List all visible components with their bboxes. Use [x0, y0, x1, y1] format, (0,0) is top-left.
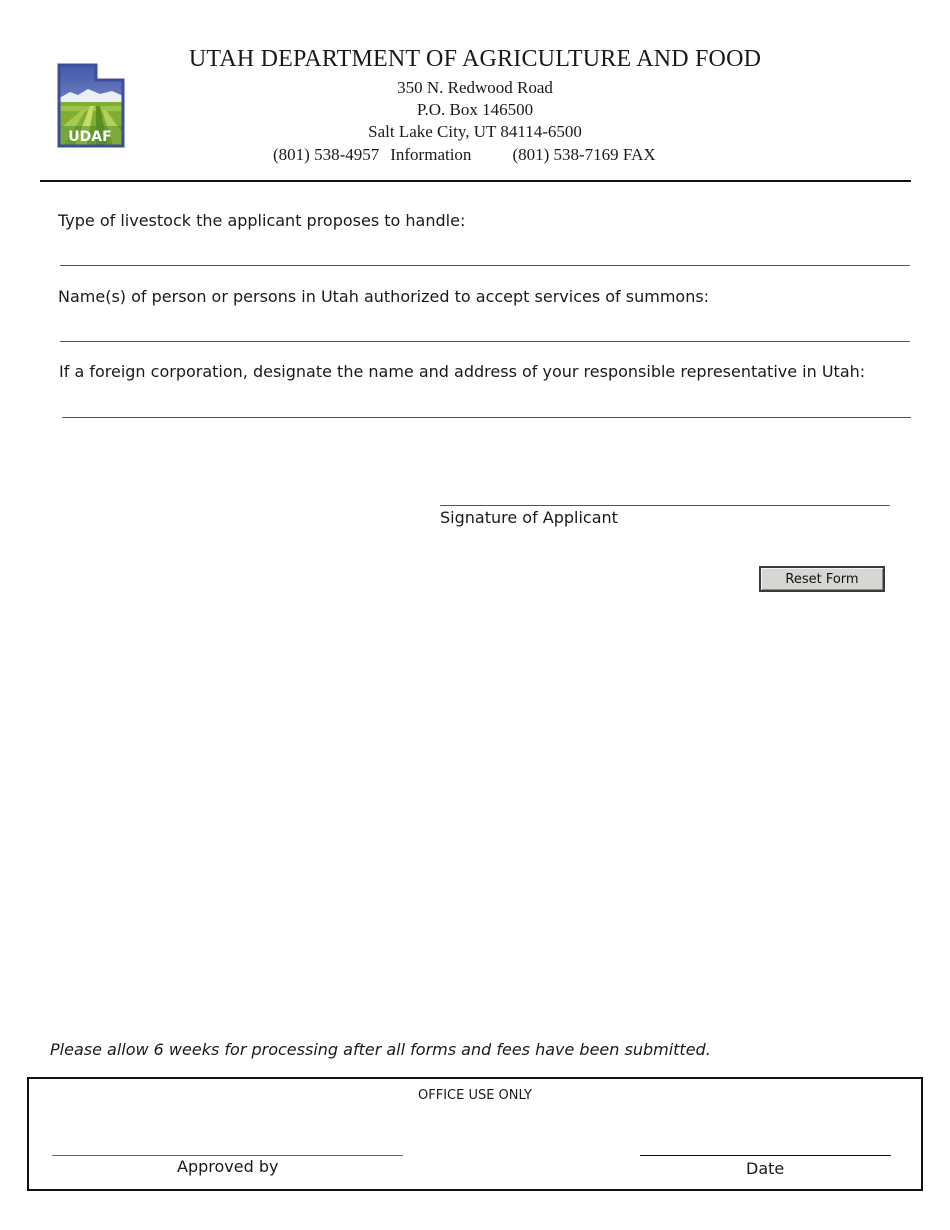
foreign-rep-input[interactable]	[64, 392, 912, 418]
approved-by-underline	[52, 1155, 403, 1156]
logo-text: UDAF	[68, 129, 112, 145]
signature-label: Signature of Applicant	[440, 508, 618, 527]
livestock-type-input[interactable]	[62, 240, 912, 266]
livestock-type-underline	[60, 265, 910, 266]
date-input[interactable]	[642, 1132, 892, 1156]
address-street: 350 N. Redwood Road	[397, 78, 553, 97]
phone-number: (801) 538-4957	[273, 145, 380, 164]
processing-notice: Please allow 6 weeks for processing after all forms and fees have been submitted.	[50, 1040, 711, 1059]
livestock-type-label: Type of livestock the applicant proposes to handle:	[58, 211, 466, 230]
summons-input[interactable]	[62, 316, 912, 342]
date-underline	[640, 1155, 891, 1156]
signature-underline	[440, 505, 890, 506]
date-label: Date	[746, 1159, 785, 1178]
address-city: Salt Lake City, UT 84114-6500	[368, 122, 582, 141]
foreign-rep-underline	[62, 417, 911, 418]
summons-underline	[60, 341, 910, 342]
approved-by-label: Approved by	[177, 1157, 279, 1176]
approved-by-input[interactable]	[54, 1132, 404, 1156]
reset-form-button[interactable]: Reset Form	[759, 566, 885, 592]
phone-label: Information	[390, 145, 472, 164]
address-po-box: P.O. Box 146500	[416, 100, 534, 119]
contact-row	[273, 145, 656, 165]
summons-label: Name(s) of person or persons in Utah authorized to accept services of summons:	[58, 287, 710, 306]
foreign-rep-label: If a foreign corporation, designate the name and address of your responsible representative in Utah:	[59, 362, 866, 381]
fax-number: (801) 538-7169 FAX	[512, 145, 656, 164]
header-divider	[40, 180, 911, 182]
office-use-title: OFFICE USE ONLY	[418, 1088, 532, 1103]
signature-input[interactable]	[442, 480, 892, 506]
org-name: UTAH DEPARTMENT OF AGRICULTURE AND FOOD	[188, 46, 762, 72]
